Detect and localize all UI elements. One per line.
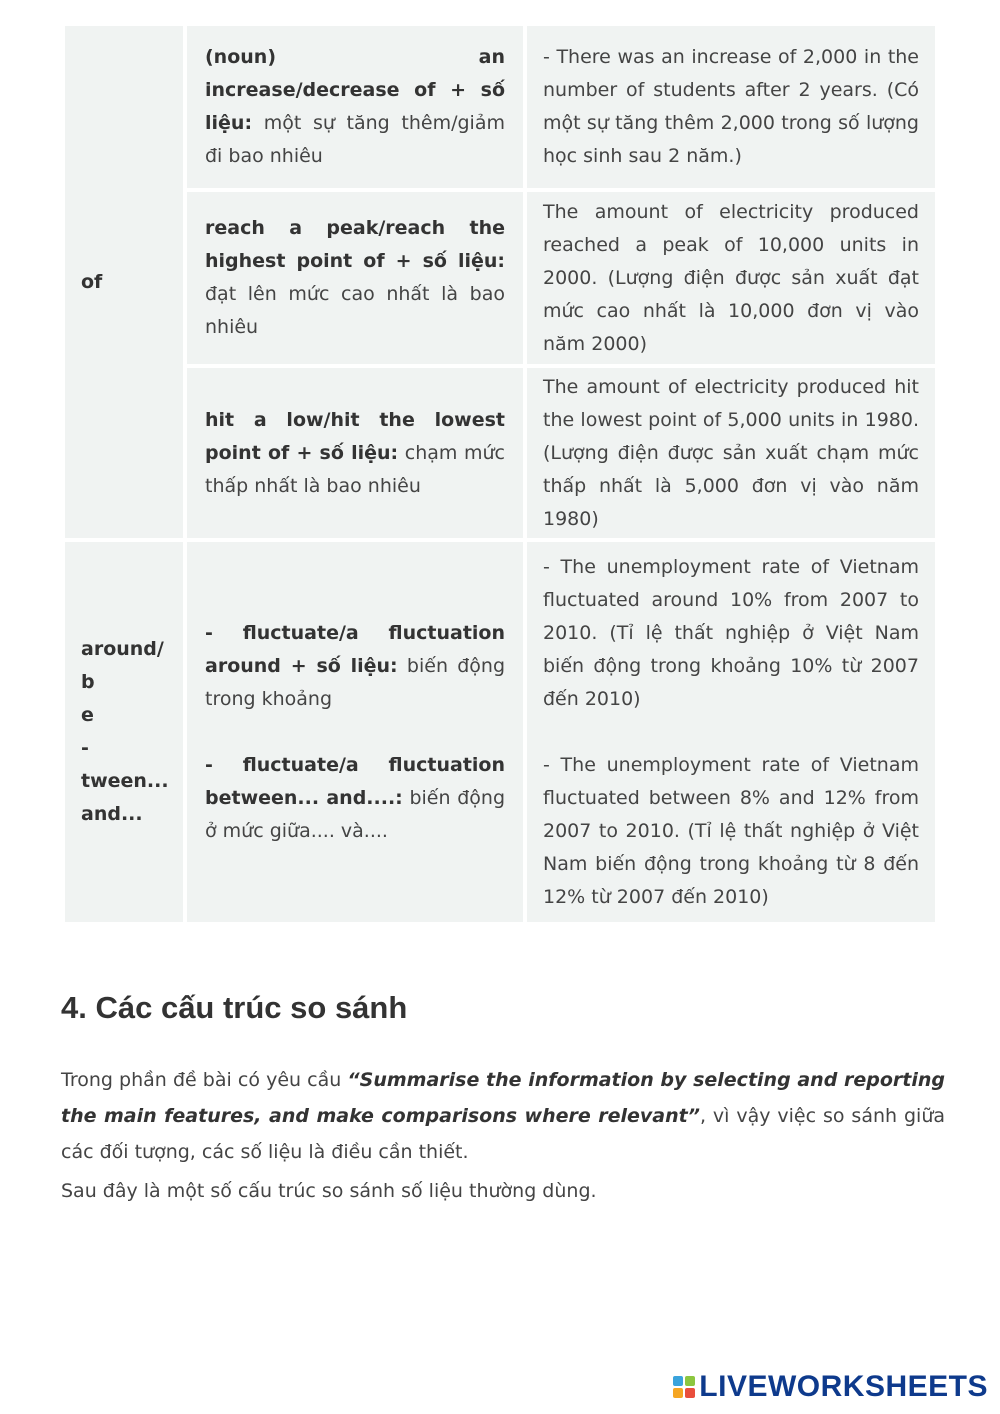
example-item: - The unemployment rate of Vietnam fluctuated between 8% and 12% from 2007 to 2010. (Tỉ lệ thất nghiệp ở Việt Nam biến động trong khoảng từ 8 đến 12% từ 2007 đến 2010) xyxy=(543,753,919,908)
structure-meaning: biến động trong khoảng xyxy=(205,654,506,710)
example-cell xyxy=(527,542,935,922)
group-label: and... xyxy=(81,803,143,825)
structure-cell xyxy=(187,368,523,538)
example-cell: - There was an increase of 2,000 in the number of students after 2 years. (Có một sự tăng thêm 2,000 trong số lượng học sinh sau 2 năm.) xyxy=(527,26,935,188)
group-label: around/ xyxy=(81,638,164,660)
structure-meaning: chạm mức thấp nhất là bao nhiêu xyxy=(205,441,506,497)
example-cell: The amount of electricity produced reached a peak of 10,000 units in 2000. (Lượng điện được sản xuất đạt mức cao nhất là 10,000 đơn vị vào năm 2000) xyxy=(527,192,935,364)
logo-square xyxy=(685,1376,695,1386)
logo-square xyxy=(673,1388,683,1398)
example-item: - The unemployment rate of Vietnam fluctuated around 10% from 2007 to 2010. (Tỉ lệ thất nghiệp ở Việt Nam biến động trong khoảng 10% từ 2007 đến 2010) xyxy=(543,555,919,710)
table-row xyxy=(65,542,935,922)
structure-meaning: biến động ở mức giữa.... và.... xyxy=(205,786,506,842)
group-letter: - xyxy=(81,737,89,759)
task-quote: “Summarise the information by selecting and reporting the main features, and make comparisons where relevant” xyxy=(61,1069,945,1127)
group-cell-around-between xyxy=(65,542,183,922)
structure-meaning: đạt lên mức cao nhất là bao nhiêu xyxy=(205,283,505,338)
structure-bold: reach a peak/reach the highest point of + số liệu: xyxy=(205,217,505,272)
group-label: of xyxy=(81,270,103,293)
structure-bold: - fluctuate/a fluctuation around + số liệu: xyxy=(205,621,505,677)
structure-cell xyxy=(187,192,523,364)
logo-square xyxy=(673,1376,683,1386)
group-cell-of xyxy=(65,26,183,538)
liveworksheets-brand[interactable] xyxy=(673,1370,988,1404)
intro-text: Trong phần đề bài có yêu cầu xyxy=(61,1069,348,1091)
section-title: 4. Các cấu trúc so sánh xyxy=(61,990,408,1025)
structure-bold: hit a low/hit the lowest point of + số liệu: xyxy=(205,408,505,464)
group-letter: e xyxy=(81,704,94,726)
structure-bold: (noun) an increase/decrease of + số liệu: xyxy=(205,46,505,134)
structure-bold: - fluctuate/a fluctuation between... and....: xyxy=(205,753,505,809)
structure-item xyxy=(205,749,505,848)
structure-item xyxy=(205,617,505,716)
table-row xyxy=(65,368,935,538)
structure-meaning: một sự tăng thêm/giảm đi bao nhiêu xyxy=(205,112,505,167)
logo-square xyxy=(685,1388,695,1398)
structure-cell xyxy=(187,542,523,922)
followup-paragraph: Sau đây là một số cấu trúc so sánh số liệu thường dùng. xyxy=(61,1180,597,1202)
structures-table xyxy=(61,22,939,926)
example-cell: The amount of electricity produced hit the lowest point of 5,000 units in 1980. (Lượng điện được sản xuất chạm mức thấp nhất là 5,000 đơn vị vào năm 1980) xyxy=(527,368,935,538)
group-label-spread xyxy=(81,666,167,765)
table-row xyxy=(65,192,935,364)
intro-paragraph xyxy=(61,1062,945,1170)
group-label: tween... xyxy=(81,770,169,792)
brand-name: LIVEWORKSHEETS xyxy=(699,1370,988,1403)
group-letter: b xyxy=(81,671,95,693)
structure-cell xyxy=(187,26,523,188)
table-row xyxy=(65,26,935,188)
intro-text: , vì vậy việc so sánh giữa các đối tượng, các số liệu là điều cần thiết. xyxy=(61,1105,946,1163)
liveworksheets-logo-icon xyxy=(673,1376,695,1398)
